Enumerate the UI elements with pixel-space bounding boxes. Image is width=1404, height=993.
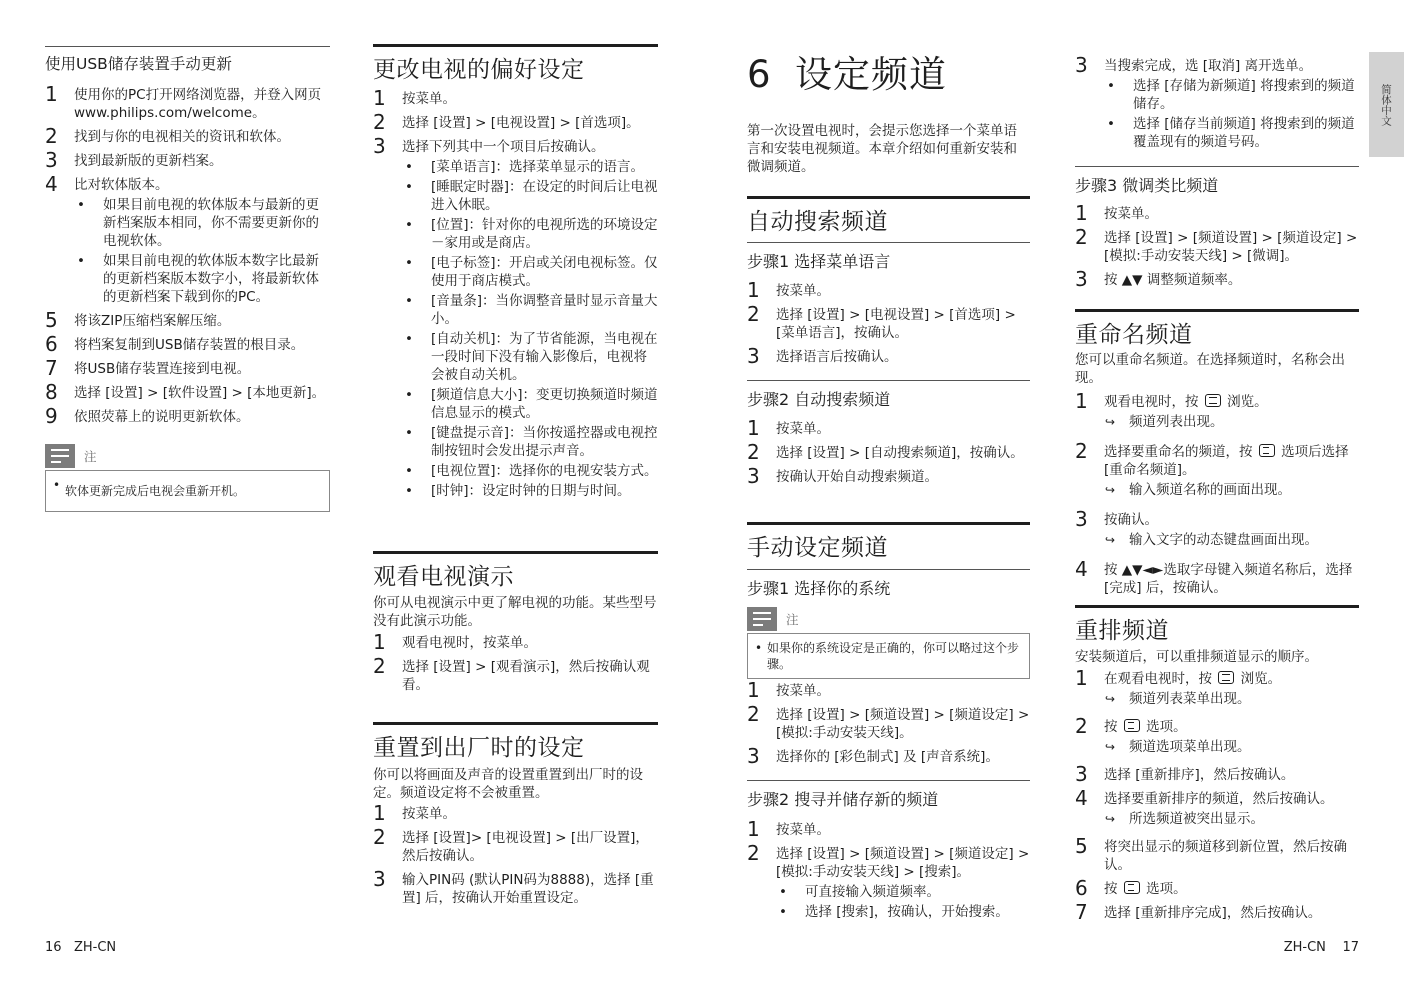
step-2: 2 选择 [设置] > [频道设置] > [频道设定] > [模拟:手动安装天线] > [微调]。 [1075,225,1358,264]
chapter-intro: 第一次设置电视时，会提示您选择一个菜单语言和安装电视频道。本章介绍如何重新安装和微调频道。 [747,123,1017,175]
step-1: 1 在观看电视时，按 浏览。 ↪ 频道列表菜单出现。 [1075,670,1359,708]
bullet: • 如果目前电视的软体版本数字比最新的更新档案版本数字小，将最新软体的更新档案下载到你的PC。 [74,252,330,306]
search-complete-step [1075,53,1359,157]
section-heading-manual: 手动设定频道 [747,522,1030,562]
step-3: 3 按 ▲▼ 调整频道频率。 [1075,267,1242,291]
page-number: 16 [45,940,62,955]
step-1: 1 按菜单。 [373,86,456,110]
step-6: 6 按 选项。 [1075,876,1187,900]
step-title: 步骤1 选择菜单语言 [747,242,1030,272]
step-1: 1 使用你的PC打开网络浏览器，并登入网页www.philips.com/welcome。 [45,82,322,121]
step-title: 步骤1 选择你的系统 [747,569,1030,599]
auto-step1-list [747,278,1030,372]
step-title: 步骤2 搜寻并储存新的频道 [747,780,1030,810]
step-1: 1 按菜单。 [747,416,830,440]
result: ↪ 所选频道被突出显示。 [1104,810,1359,828]
step-7: 7 选择 [重新排序完成]，然后按确认。 [1075,900,1322,924]
chapter-title: 6 设定频道 [747,53,947,96]
step-3: 3 输入PIN码 (默认PIN码为8888)，选择 [重置] 后，按确认开始重置设定。 [373,867,654,906]
bullet: • [音量条]：当你调整音量时显示音量大小。 [402,292,658,328]
bullet: • 选择 [储存当前频道] 将搜索到的频道覆盖现有的频道号码。 [1104,115,1359,151]
section-heading-reorder: 重排频道 [1075,605,1359,645]
step-1: 1 按菜单。 [747,817,830,841]
note [45,442,330,512]
note-text: • 如果你的系统设定是正确的，你可以略过这个步骤。 [747,633,1030,679]
step-3: 3 按确认开始自动搜索频道。 [747,464,938,488]
demo-intro: 你可从电视演示中更了解电视的功能。某些型号没有此演示功能。 [373,595,657,629]
step-3: 3 选择下列其中一个项目后按确认。 • [菜单语言]：选择菜单显示的语言。 • [睡眠定时器]：在设定的时间后让电视进入休眠。 • [位置]：针对你的电视所选的环境设定－家用或是商店。 • [电子标签]：开启或关闭电视标签。仅使用于商店模式。 • [音量条]：当你调整音量时显示音量大小。 • [自动关机]：为了节省能源，当电视在一段时间下没有输入影像后，电视将会被自动关机。 • [频道信息大小]：变更切换频道时频道信息显示的模式。 • [键盘提示音]：当你按遥控器或电视控制按钮时会发出提示声音。 • [电视位置]：选择你的电视安装方式。 • [时钟]：设定时钟的日期与时间。 [373,138,658,500]
note-label: 注 [786,612,799,627]
step-2: 2 找到与你的电视相关的资讯和软体。 [45,124,290,148]
bullet: • [电子标签]：开启或关闭电视标签。仅使用于商店模式。 [402,254,658,290]
section-heading-auto-search: 自动搜索频道 [747,196,1030,236]
browse-icon [1218,671,1234,684]
step-1: 1 观看电视时，按 浏览。 ↪ 频道列表出现。 [1075,393,1359,431]
step-3: 3 当搜索完成，选 [取消] 离开选单。 • 选择 [存储为新频道] 将搜索到的频道储存。 • 选择 [储存当前频道] 将搜索到的频道覆盖现有的频道号码。 [1075,57,1359,151]
bullet: • [位置]：针对你的电视所选的环境设定－家用或是商店。 [402,216,658,252]
reset-steps [373,801,658,913]
note-icon [45,444,75,468]
step-2: 2 选择 [设置] > [电视设置] > [首选项] > [菜单语言]，按确认。 [747,302,1016,341]
step-1: 1 观看电视时，按菜单。 [373,630,537,654]
note-label: 注 [84,449,97,464]
result: ↪ 输入频道名称的画面出现。 [1104,481,1359,499]
options-icon [1124,881,1140,894]
bullet: • 如果目前电视的软体版本与最新的更新档案版本相同，你不需要更新你的电视软体。 [74,196,330,250]
step-2: 2 按 选项。 ↪ 频道选项菜单出现。 [1075,718,1359,756]
result: ↪ 频道列表出现。 [1104,413,1359,431]
step-title: 步骤3 微调类比频道 [1075,166,1359,196]
note-text: • 软体更新完成后电视会重新开机。 [45,470,330,512]
step-2: 2 选择 [设置] > [电视设置] > [首选项]。 [373,110,640,134]
step-1: 1 按菜单。 [373,801,456,825]
bullet: • 选择 [搜索]，按确认，开始搜索。 [776,903,1030,921]
step-2: 2 选择要重命名的频道，按 选项后选择 [重命名频道]。 ↪ 输入频道名称的画面出现。 [1075,443,1359,499]
demo-steps [373,630,658,700]
step-1: 1 按菜单。 [1075,201,1158,225]
bullet: • [键盘提示音]：当你按遥控器或电视控制按钮时会发出提示声音。 [402,424,658,460]
bullet: • [睡眠定时器]：在设定的时间后让电视进入休眠。 [402,178,658,214]
footer-left [45,940,116,955]
step-3: 3 找到最新版的更新档案。 [45,148,223,172]
bullet: • 选择 [存储为新频道] 将搜索到的频道储存。 [1104,77,1359,113]
section-heading-demo: 观看电视演示 [373,551,658,591]
step-1: 1 按菜单。 [747,678,830,702]
step-3: 3 选择你的 [彩色制式] 及 [声音系统]。 [747,744,999,768]
page-number: 17 [1342,940,1359,955]
section-heading-reset: 重置到出厂时的设定 [373,722,658,762]
step-2: 2 选择 [设置] > [频道设置] > [频道设定] > [模拟:手动安装天线] > [搜索]。 • 可直接输入频道频率。 • 选择 [搜索]，按确认，开始搜索。 [747,845,1030,921]
step-4: 4 选择要重新排序的频道，然后按确认。 ↪ 所选频道被突出显示。 [1075,790,1359,828]
reset-intro: 你可以将画面及声音的设置重置到出厂时的设定。频道设定将不会被重置。 [373,767,643,801]
manual-step1-list [747,678,1030,772]
options-icon [1124,719,1140,732]
chapter-number: 6 [747,53,772,96]
rename-steps [1075,389,1359,603]
bullet: • [电视位置]：选择你的电视安装方式。 [402,462,658,480]
step-4: 4 比对软体版本。 • 如果目前电视的软体版本与最新的更新档案版本相同，你不需要更新你的电视软体。 • 如果目前电视的软体版本数字比最新的更新档案版本数字小，将最新软体的更新档案下载到你的PC。 [45,176,330,306]
step-5: 5 将该ZIP压缩档案解压缩。 [45,308,231,332]
fine-tune-steps [1075,201,1359,295]
preferences-steps [373,86,658,506]
step-8: 8 选择 [设置] > [软件设置] > [本地更新]。 [45,380,326,404]
language-tab: 简体中文 [1369,52,1404,157]
result: ↪ 输入文字的动态键盘画面出现。 [1104,531,1359,549]
step-3: 3 选择 [重新排序]，然后按确认。 [1075,762,1295,786]
browse-icon [1205,394,1221,407]
step-2: 2 选择 [设置] > [自动搜索频道]，按确认。 [747,440,1024,464]
step-2: 2 选择 [设置]> [电视设置] > [出厂设置]，然后按确认。 [373,825,649,864]
footer-right [1284,940,1359,955]
note [747,605,1030,679]
step-9: 9 依照荧幕上的说明更新软体。 [45,404,250,428]
step-4: 4 按 ▲▼◄►选取字母键入频道名称后，选择 [完成] 后，按确认。 [1075,557,1353,596]
bullet: • [自动关机]：为了节省能源，当电视在一段时间下没有输入影像后，电视将会被自动关机。 [402,330,658,384]
reorder-intro: 安装频道后，可以重排频道显示的顺序。 [1075,649,1318,665]
bullet: • 可直接输入频道频率。 [776,883,1030,901]
section-heading-preferences: 更改电视的偏好设定 [373,44,658,84]
options-icon [1259,444,1275,457]
step-5: 5 将突出显示的频道移到新位置，然后按确认。 [1075,834,1347,873]
section-heading-rename: 重命名频道 [1075,309,1359,349]
note-icon [747,607,777,631]
section-heading: 使用USB储存装置手动更新 [45,46,330,74]
update-steps [45,82,330,432]
bullet: • [时钟]：设定时钟的日期与时间。 [402,482,658,500]
page-lang: ZH-CN [73,940,117,955]
step-6: 6 将档案复制到USB储存装置的根目录。 [45,332,305,356]
bullet: • [频道信息大小]：变更切换频道时频道信息显示的模式。 [402,386,658,422]
result: ↪ 频道列表菜单出现。 [1104,690,1359,708]
step-2: 2 选择 [设置] > [观看演示]，然后按确认观看。 [373,654,650,693]
step-7: 7 将USB储存装置连接到电视。 [45,356,251,380]
auto-step2-list [747,416,1030,492]
page-lang: ZH-CN [1283,940,1326,955]
step-3: 3 按确认。 ↪ 输入文字的动态键盘画面出现。 [1075,511,1359,549]
rename-intro: 您可以重命名频道。在选择频道时，名称会出现。 [1075,352,1345,386]
step-2: 2 选择 [设置] > [频道设置] > [频道设定] > [模拟:手动安装天线]。 [747,702,1030,741]
bullet: • [菜单语言]：选择菜单显示的语言。 [402,158,658,176]
reorder-steps [1075,666,1359,928]
result: ↪ 频道选项菜单出现。 [1104,738,1359,756]
step-1: 1 按菜单。 [747,278,830,302]
manual-step2-list [747,817,1030,927]
step-title: 步骤2 自动搜索频道 [747,380,1030,410]
step-3: 3 选择语言后按确认。 [747,344,898,368]
